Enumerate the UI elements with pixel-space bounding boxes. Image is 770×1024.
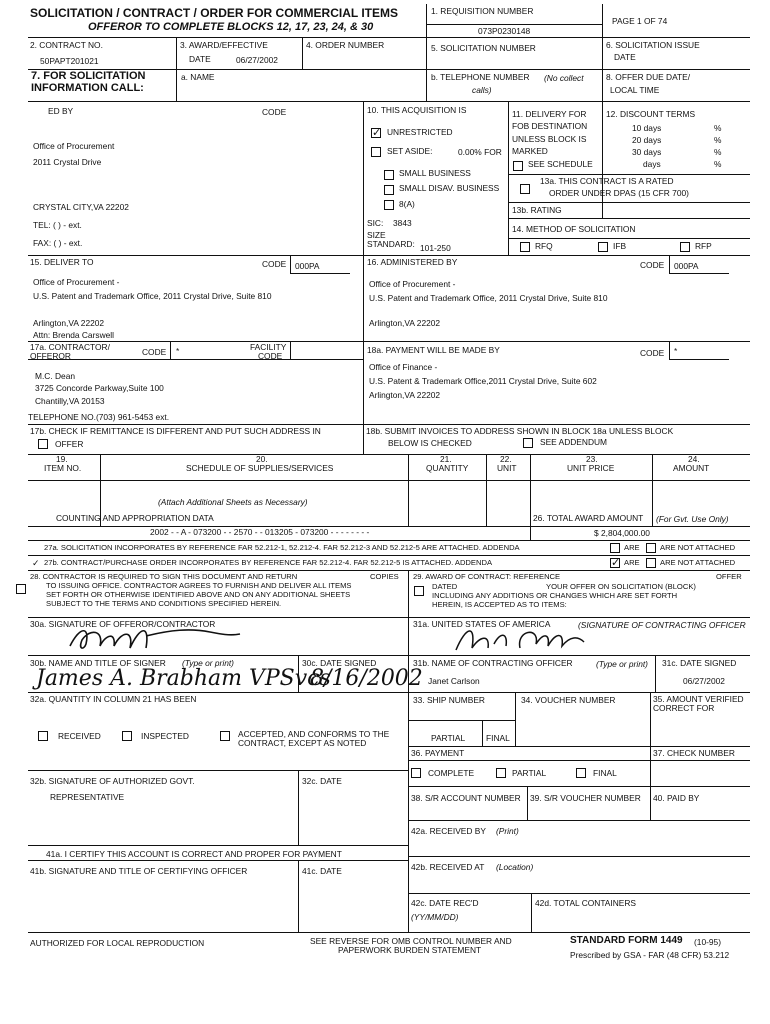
- b27b-not: ARE NOT ATTACHED: [660, 558, 736, 567]
- deliver-code: 000PA: [295, 261, 320, 271]
- inspected-checkbox[interactable]: [122, 731, 132, 741]
- b29-offer: OFFER: [716, 572, 742, 581]
- invoice-label: 18b. SUBMIT INVOICES TO ADDRESS SHOWN IN BLOCK 18a UNLESS BLOCK: [366, 426, 674, 436]
- b29-dated: DATED: [432, 582, 458, 591]
- b32c-label: 32c. DATE: [302, 776, 342, 786]
- payment-code: *: [674, 346, 678, 356]
- name-label: a. NAME: [181, 72, 215, 82]
- b42a-label: 42a. RECEIVED BY: [411, 826, 486, 836]
- b33-label: 33. SHIP NUMBER: [413, 695, 485, 705]
- deliver-line3: Arlington,VA 22202: [33, 318, 105, 328]
- final-payment-label: FINAL: [593, 768, 617, 778]
- col24-label: AMOUNT: [673, 463, 710, 473]
- b32a-label: 32a. QUANTITY IN COLUMN 21 HAS BEEN: [30, 694, 197, 704]
- form-number: STANDARD FORM 1449: [570, 935, 683, 946]
- contracting-officer-name: Janet Carlson: [428, 676, 480, 686]
- see-schedule-checkbox[interactable]: [513, 161, 523, 171]
- addendum-label: SEE ADDENDUM: [540, 437, 608, 447]
- rfp-label: RFP: [695, 241, 712, 251]
- received-checkbox[interactable]: [38, 731, 48, 741]
- footer-left: AUTHORIZED FOR LOCAL REPRODUCTION: [30, 938, 205, 948]
- marked-label: MARKED: [512, 146, 548, 156]
- accepted-checkbox[interactable]: [220, 731, 230, 741]
- issued-fax: FAX: ( ) - ext.: [33, 238, 83, 248]
- administered-line1: Office of Procurement -: [369, 279, 456, 289]
- discount-pct-4: %: [714, 159, 722, 169]
- small-business-label: SMALL BUSINESS: [399, 168, 471, 178]
- final-payment-checkbox[interactable]: [576, 768, 586, 778]
- local-time-label: LOCAL TIME: [610, 85, 660, 95]
- contract-no-value: 50PAPT201021: [40, 56, 99, 66]
- col21-num: 21.: [440, 454, 452, 464]
- standard-value: 101-250: [420, 243, 451, 253]
- b27b-not-checkbox[interactable]: [646, 558, 656, 568]
- discount-30-days: 30 days: [632, 147, 662, 157]
- offeror-signature: [60, 620, 250, 656]
- complete-checkbox[interactable]: [411, 768, 421, 778]
- signer-date: 8/16/2002: [310, 666, 423, 691]
- discount-pct-1: %: [714, 123, 722, 133]
- payment-line3: Arlington,VA 22202: [369, 390, 441, 400]
- payment-line2: U.S. Patent & Trademark Office,2011 Crystal Drive, Suite 602: [369, 376, 597, 386]
- issued-line3: CRYSTAL CITY,VA 22202: [33, 202, 129, 212]
- b29-checkbox[interactable]: [414, 586, 424, 596]
- total-award-label: 26. TOTAL AWARD AMOUNT: [533, 513, 644, 523]
- accounting-label: COUNTING AND APPROPRIATION DATA: [56, 513, 214, 523]
- signer-name: James A. Brabham VPSvcs: [36, 666, 331, 691]
- administered-label: 16. ADMINISTERED BY: [367, 257, 458, 267]
- rated-contract-label: 13a. THIS CONTRACT IS A RATED: [540, 176, 674, 186]
- b27b-text: 27b. CONTRACT/PURCHASE ORDER INCORPORATES BY REFERENCE FAR 52.212-4. FAR 52.212-5 IS ATTACHED. ADDENDA: [44, 558, 493, 567]
- deliver-to-label: 15. DELIVER TO: [30, 257, 94, 267]
- discount-20-days: 20 days: [632, 135, 662, 145]
- b28-copies: COPIES: [370, 572, 399, 581]
- b32b-label2: REPRESENTATIVE: [50, 792, 125, 802]
- col23-num: 23.: [586, 454, 598, 464]
- b42b-label: 42b. RECEIVED AT: [411, 862, 485, 872]
- solicitation-issue-date-label: DATE: [614, 52, 636, 62]
- information-call-label: INFORMATION CALL:: [31, 82, 144, 94]
- rfp-checkbox[interactable]: [680, 242, 690, 252]
- award-date-value: 06/27/2002: [236, 55, 278, 65]
- b39-label: 39. S/R VOUCHER NUMBER: [530, 793, 641, 803]
- col22-num: 22.: [500, 454, 512, 464]
- acquisition-label: 10. THIS ACQUISITION IS: [367, 105, 467, 115]
- b28-line1: 28. CONTRACTOR IS REQUIRED TO SIGN THIS DOCUMENT AND RETURN: [30, 572, 298, 581]
- requisition-label: 1. REQUISITION NUMBER: [431, 6, 534, 16]
- b41b-label: 41b. SIGNATURE AND TITLE OF CERTIFYING OFFICER: [30, 866, 248, 876]
- administered-line3: Arlington,VA 22202: [369, 318, 441, 328]
- contractor-code-label: CODE: [142, 347, 167, 357]
- small-business-checkbox[interactable]: [384, 170, 394, 180]
- b35-label2: CORRECT FOR: [653, 703, 715, 713]
- discount-days: days: [643, 159, 661, 169]
- b28-line4: SUBJECT TO THE TERMS AND CONDITIONS SPECIFIED HEREIN.: [46, 599, 282, 608]
- deliver-attn: Attn: Brenda Carswell: [33, 330, 114, 340]
- issued-line1: Office of Procurement: [33, 141, 115, 151]
- partial-label: PARTIAL: [431, 733, 466, 743]
- b30c-label: 30c. DATE SIGNED: [302, 658, 377, 668]
- small-disadv-label: SMALL DISAV. BUSINESS: [399, 183, 500, 193]
- b29-line1: 29. AWARD OF CONTRACT: REFERENCE: [413, 572, 561, 581]
- attach-note: (Attach Additional Sheets as Necessary): [158, 497, 308, 507]
- footer-mid1: SEE REVERSE FOR OMB CONTROL NUMBER AND: [310, 936, 512, 946]
- deliver-code-label: CODE: [262, 259, 287, 269]
- solicitation-number-label: 5. SOLICITATION NUMBER: [431, 43, 536, 53]
- b29-your-offer: YOUR OFFER ON SOLICITATION (BLOCK): [546, 582, 696, 591]
- b27b-are-checkbox[interactable]: [610, 558, 620, 568]
- payment-by-label: 18a. PAYMENT WILL BE MADE BY: [367, 345, 500, 355]
- b30a-label: 30a. SIGNATURE OF OFFEROR/CONTRACTOR: [30, 619, 216, 629]
- b31b-label: 31b. NAME OF CONTRACTING OFFICER: [413, 658, 573, 668]
- unrestricted-checkbox[interactable]: [371, 128, 381, 138]
- discount-pct-3: %: [714, 147, 722, 157]
- for-solicitation-label: 7. FOR SOLICITATION: [31, 70, 146, 82]
- b30b-label: 30b. NAME AND TITLE OF SIGNER: [30, 658, 166, 668]
- b42c-note: (YY/MM/DD): [411, 912, 459, 922]
- rfq-label: RFQ: [535, 241, 553, 251]
- issued-by-code-label: CODE: [262, 107, 287, 117]
- accounting-value: 2002 - - A - 073200 - - 2570 - - 013205 - 073200 - - - - - - - -: [150, 527, 370, 537]
- contractor-line2: 3725 Concorde Parkway,Suite 100: [35, 383, 164, 393]
- discount-pct-2: %: [714, 135, 722, 145]
- ifb-label: IFB: [613, 241, 627, 251]
- b35-label: 35. AMOUNT VERIFIED: [653, 694, 744, 704]
- final-label: FINAL: [486, 733, 510, 743]
- payment-code-label: CODE: [640, 348, 665, 358]
- complete-label: COMPLETE: [428, 768, 475, 778]
- b34-label: 34. VOUCHER NUMBER: [521, 695, 616, 705]
- form-title: SOLICITATION / CONTRACT / ORDER FOR COMMERCIAL ITEMS: [30, 6, 398, 20]
- order-number-label: 4. ORDER NUMBER: [306, 40, 385, 50]
- partial-payment-checkbox[interactable]: [496, 768, 506, 778]
- form-revision: (10-95): [694, 937, 721, 947]
- contractor-code: *: [176, 346, 180, 356]
- b28-line3: SET FORTH OR OTHERWISE IDENTIFIED ABOVE AND ON ANY ADDITIONAL SHEETS: [46, 590, 351, 599]
- col19-label: ITEM NO.: [44, 463, 82, 473]
- accepted-label2: CONTRACT, EXCEPT AS NOTED: [238, 738, 367, 748]
- b28-line2: TO ISSUING OFFICE. CONTRACTOR AGREES TO FURNISH AND DELIVER ALL ITEMS: [46, 581, 352, 590]
- prescribed-by: Prescribed by GSA - FAR (48 CFR) 53.212: [570, 950, 730, 960]
- contractor-telephone: TELEPHONE NO.(703) 961-5453 ext.: [28, 412, 170, 422]
- b42c-label: 42c. DATE REC'D: [411, 898, 479, 908]
- administered-line2: U.S. Patent and Trademark Office, 2011 Crystal Drive, Suite 810: [369, 293, 608, 303]
- remittance-offer: OFFER: [55, 439, 84, 449]
- contractor-line3: Chantilly,VA 20153: [35, 396, 105, 406]
- deliver-line2: U.S. Patent and Trademark Office, 2011 Crystal Drive, Suite 810: [33, 291, 272, 301]
- dpas-label: ORDER UNDER DPAS (15 CFR 700): [549, 188, 689, 198]
- unless-block-label: UNLESS BLOCK IS: [512, 134, 587, 144]
- b42a-note: (Print): [496, 826, 519, 836]
- ifb-checkbox[interactable]: [598, 242, 608, 252]
- rated-order-checkbox[interactable]: [520, 184, 530, 194]
- footer-mid2: PAPERWORK BURDEN STATEMENT: [338, 945, 482, 955]
- gov-use-note: (For Gvt. Use Only): [656, 514, 729, 524]
- deliver-line1: Office of Procurement -: [33, 277, 120, 287]
- award-date-label: DATE: [189, 54, 211, 64]
- administered-code: 000PA: [674, 261, 699, 271]
- col20-label: SCHEDULE OF SUPPLIES/SERVICES: [186, 463, 334, 473]
- col20-num: 20.: [256, 454, 268, 464]
- offer-due-label: 8. OFFER DUE DATE/: [606, 72, 691, 82]
- calls-note: calls): [472, 85, 492, 95]
- b31b-note: (Type or print): [596, 659, 648, 669]
- payment-line1: Office of Finance -: [369, 362, 438, 372]
- facility-label: FACILITY: [250, 342, 287, 352]
- b38-label: 38. S/R ACCOUNT NUMBER: [411, 793, 521, 803]
- see-schedule-label: SEE SCHEDULE: [528, 159, 593, 169]
- col21-label: QUANTITY: [426, 463, 469, 473]
- facility-code-label: CODE: [258, 351, 283, 361]
- b31c-value: 06/27/2002: [683, 676, 725, 686]
- b31c-label: 31c. DATE SIGNED: [662, 658, 737, 668]
- contracting-officer-signature: [450, 622, 590, 656]
- col22-label: UNIT: [497, 463, 517, 473]
- partial-payment-label: PARTIAL: [512, 768, 547, 778]
- page-number: PAGE 1 OF 74: [612, 16, 668, 26]
- delivery-for-label: 11. DELIVERY FOR: [512, 109, 587, 119]
- set-aside-checkbox[interactable]: [371, 147, 381, 157]
- b28-checkbox[interactable]: [16, 584, 26, 594]
- b37-label: 37. CHECK NUMBER: [653, 748, 735, 758]
- discount-10-days: 10 days: [632, 123, 662, 133]
- contractor-line1: M.C. Dean: [35, 371, 76, 381]
- b42d-label: 42d. TOTAL CONTAINERS: [535, 898, 636, 908]
- b41c-label: 41c. DATE: [302, 866, 342, 876]
- rfq-checkbox[interactable]: [520, 242, 530, 252]
- b27a-not: ARE NOT ATTACHED: [660, 543, 736, 552]
- sic-label: SIC:: [367, 218, 384, 228]
- telephone-label: b. TELEPHONE NUMBER: [431, 72, 530, 82]
- b30b-note: (Type or print): [182, 658, 234, 668]
- b27b-are: ARE: [624, 558, 640, 567]
- fob-destination-label: FOB DESTINATION: [512, 121, 588, 131]
- b31a-label: 31a. UNITED STATES OF AMERICA: [413, 619, 551, 629]
- issued-by-label: ED BY: [48, 106, 74, 116]
- b32b-label: 32b. SIGNATURE OF AUTHORIZED GOVT.: [30, 776, 195, 786]
- requisition-number: 073P0230148: [478, 26, 531, 36]
- method-label: 14. METHOD OF SOLICITATION: [512, 224, 636, 234]
- b40-label: 40. PAID BY: [653, 793, 700, 803]
- remittance-label: 17b. CHECK IF REMITTANCE IS DIFFERENT AND PUT SUCH ADDRESS IN: [30, 426, 321, 436]
- offeror-label: OFFEROR: [30, 351, 71, 361]
- b41a-label: 41a. I CERTIFY THIS ACCOUNT IS CORRECT AND PROPER FOR PAYMENT: [46, 849, 342, 859]
- contractor-label: 17a. CONTRACTOR/: [30, 342, 110, 352]
- received-label: RECEIVED: [58, 731, 101, 741]
- accepted-label: ACCEPTED, AND CONFORMS TO THE: [238, 729, 390, 739]
- b27b-check-icon: ✓: [32, 558, 40, 568]
- administered-code-label: CODE: [640, 260, 665, 270]
- b36-label: 36. PAYMENT: [411, 748, 465, 758]
- b42b-note: (Location): [496, 862, 534, 872]
- contract-no-label: 2. CONTRACT NO.: [30, 40, 103, 50]
- b27a-are: ARE: [624, 543, 640, 552]
- col24-num: 24.: [688, 454, 700, 464]
- form-subtitle: OFFEROR TO COMPLETE BLOCKS 12, 17, 23, 24, & 30: [88, 21, 374, 33]
- remittance-checkbox[interactable]: [38, 439, 48, 449]
- total-award-value: $ 2,804,000.00: [594, 528, 650, 538]
- unrestricted-label: UNRESTRICTED: [387, 127, 453, 137]
- solicitation-issue-label: 6. SOLICITATION ISSUE: [606, 40, 700, 50]
- sic-value: 3843: [393, 218, 412, 228]
- b27a-text: 27a. SOLICITATION INCORPORATES BY REFERENCE FAR 52.212-1, 52.212-4. FAR 52.212-3 AND 52.212-5 ARE ATTACHED. ADDENDA: [44, 543, 520, 552]
- rating-label: 13b. RATING: [512, 205, 562, 215]
- inspected-label: INSPECTED: [141, 731, 189, 741]
- no-collect-note: (No collect: [544, 73, 584, 83]
- issued-line2: 2011 Crystal Drive: [33, 157, 102, 167]
- b27a-not-checkbox[interactable]: [646, 543, 656, 553]
- set-aside-pct: 0.00% FOR: [458, 147, 502, 157]
- set-aside-label: SET ASIDE:: [387, 146, 433, 156]
- eight-a-label: 8(A): [399, 199, 415, 209]
- col19-num: 19.: [56, 454, 68, 464]
- b29-line3: INCLUDING ANY ADDITIONS OR CHANGES WHICH ARE SET FORTH: [432, 591, 678, 600]
- b27a-are-checkbox[interactable]: [610, 543, 620, 553]
- award-label: 3. AWARD/EFFECTIVE: [180, 40, 268, 50]
- size-label: SIZE: [367, 230, 386, 240]
- discount-terms-label: 12. DISCOUNT TERMS: [606, 109, 696, 119]
- small-disadv-checkbox[interactable]: [384, 185, 394, 195]
- b31a-note: (SIGNATURE OF CONTRACTING OFFICER: [578, 620, 746, 630]
- issued-tel: TEL: ( ) - ext.: [33, 220, 82, 230]
- standard-label: STANDARD:: [367, 239, 415, 249]
- b29-line4: HEREIN, IS ACCEPTED AS TO ITEMS:: [432, 600, 567, 609]
- eight-a-checkbox[interactable]: [384, 200, 394, 210]
- addendum-checkbox[interactable]: [523, 438, 533, 448]
- col23-label: UNIT PRICE: [567, 463, 615, 473]
- invoice-below-label: BELOW IS CHECKED: [388, 438, 472, 448]
